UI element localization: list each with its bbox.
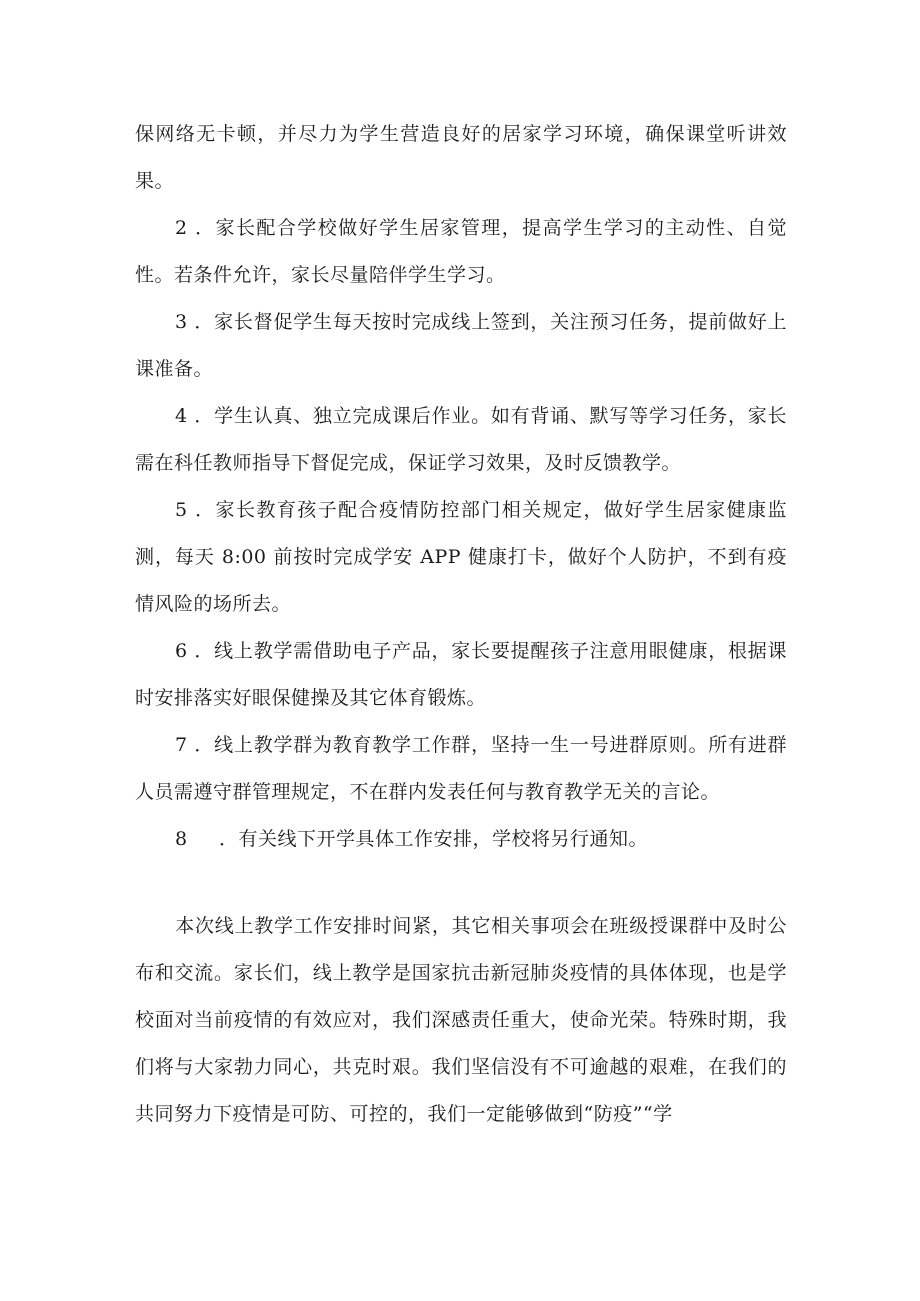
item-number: 7 (175, 734, 188, 756)
list-item-4 (135, 393, 787, 487)
item-number: 5 (175, 499, 188, 521)
list-item-6 (135, 628, 787, 722)
continuation-paragraph (135, 111, 787, 205)
item-text: ．线上教学需借助电子产品，家长要提醒孩子注意用眼健康，根据课时安排落实好眼保健操及其它体育锻炼。 (135, 640, 787, 709)
continuation-text: 保网络无卡顿，并尽力为学生营造良好的居家学习环境，确保课堂听讲效果。 (135, 123, 787, 192)
item-number: 6 (175, 640, 188, 662)
list-item-7 (135, 722, 787, 816)
list-item-3 (135, 299, 787, 393)
list-item-5 (135, 487, 787, 628)
item-text: ．线上教学群为教育教学工作群，坚持一生一号进群原则。所有进群人员需遵守群管理规定，不在群内发表任何与教育教学无关的言论。 (135, 734, 787, 803)
item-number: 2 (175, 217, 188, 239)
item-text: ．家长教育孩子配合疫情防控部门相关规定，做好学生居家健康监测，每天 8:00 前按时完成学安 APP 健康打卡，做好个人防护，不到有疫情风险的场所去。 (135, 499, 787, 615)
item-text: ．家长督促学生每天按时完成线上签到，关注预习任务，提前做好上课准备。 (135, 311, 787, 380)
item-number: 3 (175, 311, 188, 333)
list-item-8 (135, 816, 787, 863)
item-number: 4 (175, 405, 188, 427)
item-text: ．学生认真、独立完成课后作业。如有背诵、默写等学习任务，家长需在科任教师指导下督促完成，保证学习效果，及时反馈教学。 (135, 405, 787, 474)
item-text: ．家长配合学校做好学生居家管理，提高学生学习的主动性、自觉性。若条件允许，家长尽量陪伴学生学习。 (135, 217, 787, 286)
item-number: 8 (175, 828, 188, 850)
closing-paragraph (135, 903, 787, 1138)
closing-text: 本次线上教学工作安排时间紧，其它相关事项会在班级授课群中及时公布和交流。家长们，线上教学是国家抗击新冠肺炎疫情的具体体现，也是学校面对当前疫情的有效应对，我们深感责任重大，使命光荣。特殊时期，我们将与大家勃力同心，共克时艰。我们坚信没有不可逾越的艰难，在我们的共同努力下疫情是可防、可控的，我们一定能够做到“防疫”“学 (135, 915, 787, 1125)
item-text: ．有关线下开学具体工作安排，学校将另行通知。 (219, 828, 649, 850)
list-item-2 (135, 205, 787, 299)
